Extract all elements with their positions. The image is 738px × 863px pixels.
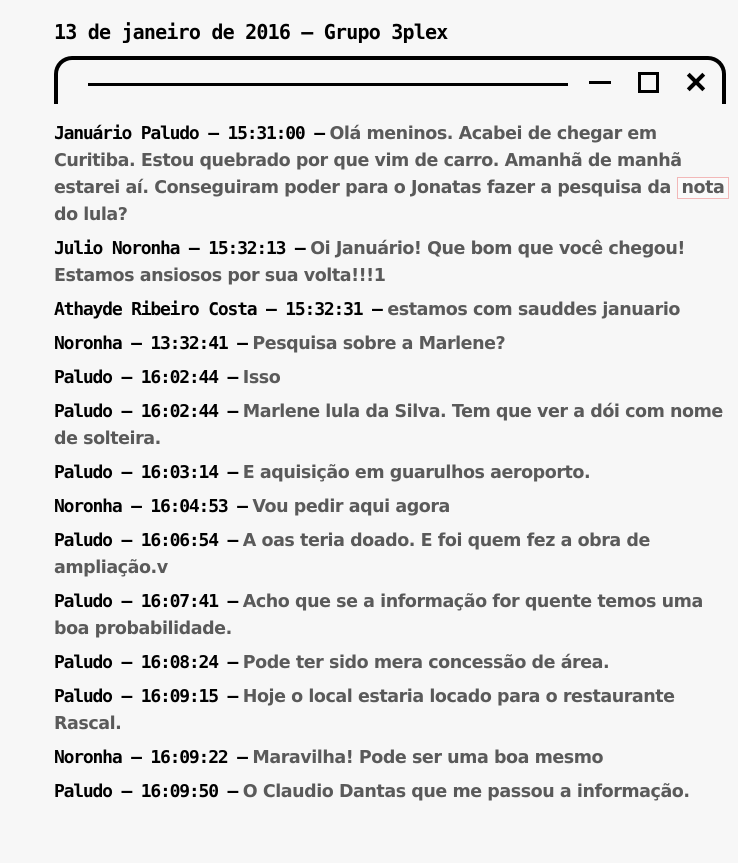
minimize-button[interactable]	[582, 60, 618, 104]
message-text: O Claudio Dantas que me passou a informação.	[242, 782, 690, 802]
chat-message	[54, 683, 734, 738]
page-title: 13 de janeiro de 2016 – Grupo 3plex	[54, 20, 448, 44]
chat-message	[54, 744, 734, 772]
message-header: Noronha – 13:32:41 –	[54, 333, 247, 354]
chat-message	[54, 235, 734, 290]
message-text: Pesquisa sobre a Marlene?	[252, 334, 506, 354]
chat-message	[54, 398, 734, 453]
message-text: Olá meninos. Acabei de chegar em Curitiba. Estou quebrado por que vim de carro. Amanhã de manhã estarei aí. Conseguiram poder para o Jonatas fazer a pesquisa da nota do lula?	[54, 124, 729, 225]
chat-log	[54, 120, 734, 812]
chat-message	[54, 120, 734, 229]
maximize-button[interactable]	[630, 60, 666, 104]
message-header: Noronha – 16:04:53 –	[54, 496, 247, 517]
message-text: Marlene lula da Silva. Tem que ver a dói com nome de solteira.	[54, 402, 723, 449]
message-header: Paludo – 16:09:15 –	[54, 686, 238, 707]
chat-message	[54, 330, 734, 358]
message-header: Paludo – 16:02:44 –	[54, 367, 238, 388]
close-button[interactable]	[678, 60, 714, 104]
highlighted-word: nota	[677, 177, 730, 199]
message-header: Athayde Ribeiro Costa – 15:32:31 –	[54, 299, 382, 320]
message-text: E aquisição em guarulhos aeroporto.	[242, 463, 591, 483]
message-text: Maravilha! Pode ser uma boa mesmo	[252, 748, 604, 768]
chat-message	[54, 364, 734, 392]
title-bar-line	[88, 83, 568, 86]
message-header: Paludo – 16:09:50 –	[54, 781, 238, 802]
message-header: Paludo – 16:03:14 –	[54, 462, 238, 483]
chat-message	[54, 493, 734, 521]
message-text: A oas teria doado. E foi quem fez a obra de ampliação.v	[54, 531, 650, 578]
message-header: Julio Noronha – 15:32:13 –	[54, 238, 305, 259]
message-header: Paludo – 16:07:41 –	[54, 591, 238, 612]
message-text: estamos com sauddes januario	[387, 300, 680, 320]
chat-message	[54, 527, 734, 582]
message-header: Paludo – 16:02:44 –	[54, 401, 238, 422]
chat-message	[54, 778, 734, 806]
message-header: Paludo – 16:08:24 –	[54, 652, 238, 673]
chat-message	[54, 649, 734, 677]
message-text: Pode ter sido mera concessão de área.	[242, 653, 610, 673]
message-header: Januário Paludo – 15:31:00 –	[54, 123, 324, 144]
message-text: Oi Januário! Que bom que você chegou! Estamos ansiosos por sua volta!!!1	[54, 239, 685, 286]
message-header: Noronha – 16:09:22 –	[54, 747, 247, 768]
window-title-bar	[54, 56, 726, 104]
minimize-icon	[589, 81, 611, 84]
message-text: Hoje o local estaria locado para o restaurante Rascal.	[54, 687, 675, 734]
message-header: Paludo – 16:06:54 –	[54, 530, 238, 551]
maximize-icon	[638, 72, 659, 93]
message-text: Vou pedir aqui agora	[252, 497, 450, 517]
message-text: Acho que se a informação for quente temos uma boa probabilidade.	[54, 592, 703, 639]
chat-message	[54, 588, 734, 643]
close-icon	[685, 71, 707, 93]
chat-message	[54, 296, 734, 324]
message-text: Isso	[242, 368, 281, 388]
chat-message	[54, 459, 734, 487]
